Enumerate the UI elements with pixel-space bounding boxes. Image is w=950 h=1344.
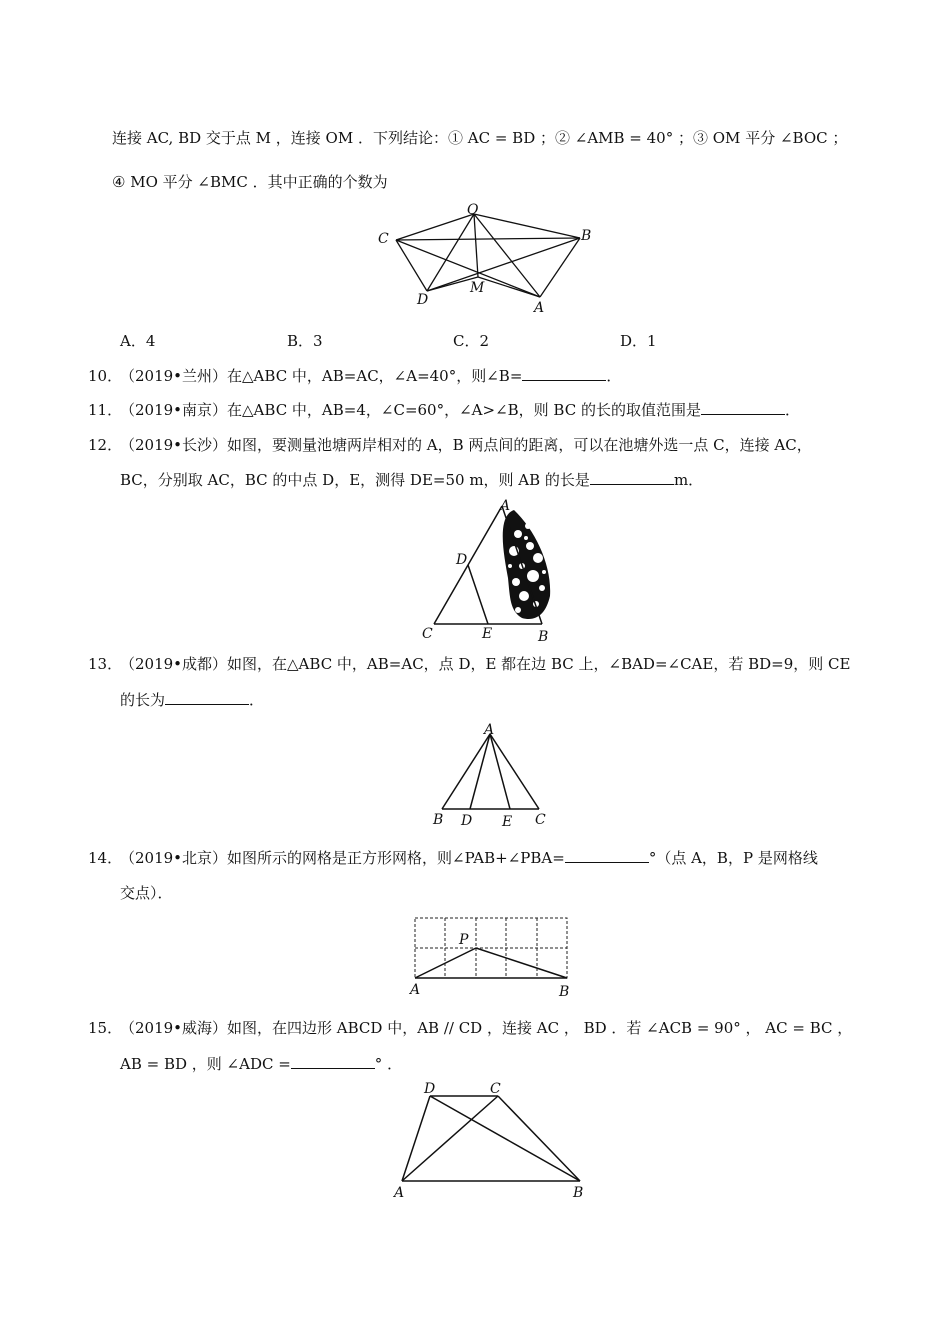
q10-tail: ． xyxy=(606,367,622,385)
q12-number: 12． xyxy=(88,436,123,454)
label-p: P xyxy=(459,932,469,948)
q13-tail: ． xyxy=(249,691,265,709)
q13-number: 13． xyxy=(88,655,123,673)
label-a: A xyxy=(500,498,511,514)
label-a: A xyxy=(410,982,421,998)
q15-line1-wrap xyxy=(88,1018,852,1038)
q10 xyxy=(88,366,621,386)
label-m: M xyxy=(470,280,485,296)
label-c: C xyxy=(422,626,433,642)
label-c: C xyxy=(535,812,546,828)
q15-figure xyxy=(388,1075,598,1205)
q14-figure xyxy=(405,912,580,1002)
q14-line1-tail: °（点 A，B，P 是网格线 xyxy=(648,849,818,867)
pond-shape xyxy=(503,510,550,619)
q11-answer-blank[interactable] xyxy=(701,400,785,415)
grid xyxy=(415,918,567,978)
q14-line1: （2019•北京）如图所示的网格是正方形网格，则∠PAB+∠PBA= xyxy=(120,849,565,867)
label-a: A xyxy=(394,1185,405,1201)
q9-line2: ④ MO 平分 ∠BMC ．其中正确的个数为 xyxy=(112,173,388,191)
q15-line1: （2019•威海）如图，在四边形 ABCD 中，AB // CD ，连接 AC ， BD ．若 ∠ACB = 90° ， AC = BC ， xyxy=(120,1019,853,1037)
q11-text: （2019•南京）在△ABC 中，AB=4，∠C=60°，∠A>∠B，则 BC 的长的取值范围是 xyxy=(120,401,701,419)
q13-line1-wrap xyxy=(88,654,850,674)
label-o: O xyxy=(467,202,479,218)
q12-line1-wrap xyxy=(88,435,812,455)
label-d: D xyxy=(424,1081,436,1097)
q12-line1: （2019•长沙）如图，要测量池塘两岸相对的 A，B 两点间的距离，可以在池塘外选一点 C，连接 AC， xyxy=(120,436,812,454)
label-c: C xyxy=(378,231,389,247)
q15-number: 15． xyxy=(88,1019,123,1037)
q12-line2: BC，分别取 AC，BC 的中点 D，E，测得 DE=50 m，则 AB 的长是 xyxy=(120,471,590,489)
q12-answer-blank[interactable] xyxy=(590,470,674,485)
q9-choice-a: A．4 xyxy=(120,332,156,350)
q13-line2-wrap xyxy=(120,690,264,710)
q12-figure xyxy=(418,496,568,646)
q15-line2-wrap xyxy=(120,1054,402,1074)
q13-line2: 的长为 xyxy=(120,691,166,709)
label-a: A xyxy=(534,300,545,315)
q11 xyxy=(88,400,800,420)
q10-answer-blank[interactable] xyxy=(522,366,606,381)
label-e: E xyxy=(502,814,513,830)
q15-line2: AB = BD ，则 ∠ADC = xyxy=(120,1055,291,1073)
q10-text: （2019•兰州）在△ABC 中，AB=AC，∠A=40°，则∠B= xyxy=(120,367,523,385)
q11-tail: ． xyxy=(784,401,800,419)
q14-number: 14． xyxy=(88,849,123,867)
q13-figure xyxy=(424,720,564,830)
label-c: C xyxy=(490,1081,501,1097)
q9-line1: 连接 AC, BD 交于点 M ，连接 OM ．下列结论：① AC = BD ；② ∠AMB = 40° ；③ OM 平分 ∠BOC ； xyxy=(112,129,848,147)
q9-figure xyxy=(370,200,600,315)
label-b: B xyxy=(559,984,570,1000)
label-d: D xyxy=(417,292,429,308)
q9-choice-b: B．3 xyxy=(287,332,323,350)
q14-line2: 交点）． xyxy=(120,884,173,902)
q12-tail: m． xyxy=(673,471,704,489)
label-e: E xyxy=(482,626,493,642)
q14-line1-wrap xyxy=(88,848,818,868)
q15-tail: ° ． xyxy=(374,1055,403,1073)
q11-number: 11． xyxy=(88,401,123,419)
q13-answer-blank[interactable] xyxy=(165,690,249,705)
q13-line1: （2019•成都）如图，在△ABC 中，AB=AC，点 D，E 都在边 BC 上，∠BAD=∠CAE，若 BD=9，则 CE xyxy=(120,655,851,673)
q12-line2-wrap xyxy=(120,470,703,490)
q9-choice-c: C．2 xyxy=(453,332,490,350)
label-a: A xyxy=(484,722,495,738)
label-d: D xyxy=(456,552,468,568)
q14-answer-blank[interactable] xyxy=(565,848,649,863)
label-b: B xyxy=(433,812,444,828)
label-d: D xyxy=(461,813,473,829)
label-b: B xyxy=(573,1185,584,1201)
q10-number: 10． xyxy=(88,367,123,385)
label-b: B xyxy=(581,228,592,244)
label-b: B xyxy=(538,629,549,645)
q9-choice-d: D．1 xyxy=(620,332,657,350)
q15-answer-blank[interactable] xyxy=(291,1054,375,1069)
